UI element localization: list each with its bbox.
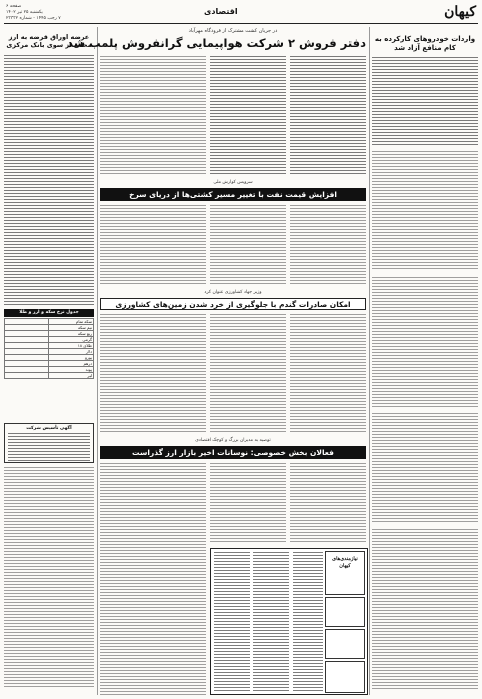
top-story-kicker: در جریان کشت مشترک از فرودگاه مهرآباد [188, 28, 278, 34]
ad-box [325, 597, 365, 627]
wheat-story-headline: امکان صادرات گندم با جلوگیری از خرد شدن زمین‌های کشاورزی [100, 298, 366, 310]
right-column-text-4 [372, 529, 478, 689]
oil-story-headline: افزایش قیمت نفت با تغییر مسیر کشتی‌ها از دریای سرخ [100, 188, 366, 201]
header-rule [4, 23, 478, 24]
section-title: اقتصادی [204, 7, 238, 16]
wheat-story-col-1 [290, 314, 366, 434]
rates-table-box [4, 309, 94, 417]
right-column-text-3 [372, 413, 478, 523]
issue-line: ۷ رجب ۱۴۴۵ - شماره ۲۳۳۳۲ [6, 16, 61, 21]
rates-table [4, 318, 94, 379]
rate-label: لیر [49, 373, 94, 379]
private-story-col-2 [210, 463, 286, 543]
oil-story-col-2 [210, 205, 286, 285]
ad-box [325, 629, 365, 659]
wheat-story-kicker: وزیر جهاد کشاورزی عنوان کرد [204, 290, 262, 295]
right-story-body [372, 57, 478, 147]
private-story-col-3 [100, 463, 206, 695]
right-column-text-1 [372, 151, 478, 271]
rate-row [5, 373, 94, 379]
ad-box [325, 661, 365, 693]
oil-story-kicker: سرویس کوارش ملی [213, 180, 253, 185]
rate-label: ربع سکه [49, 331, 94, 337]
masthead [4, 4, 478, 22]
ads-column-3 [214, 552, 250, 692]
top-story-col-2 [210, 56, 286, 176]
left-column [4, 27, 94, 695]
ads-header [325, 551, 365, 595]
date-line: یکشنبه ۲۵ تیر ۱۴۰۲ [6, 10, 43, 15]
newspaper-logo: کیهان [444, 4, 476, 20]
classified-ads [210, 548, 368, 695]
left-story-headline: عرضه اوراق قرضه به ارز محلی از سوی بانک مرکزی [6, 33, 92, 49]
top-story-headline: دفتر فروش ۲ شرکت هواپیمایی گرانفروش پلمب شد [67, 36, 366, 50]
left-column-text [4, 467, 94, 687]
rate-label: طلای ۱۸ [49, 343, 94, 349]
ads-title: نیازمندی‌های کیهان [332, 556, 358, 569]
notice-title: آگهی تأسیس شرکت [26, 426, 72, 431]
rate-value [5, 373, 49, 379]
oil-story-col-1 [290, 205, 366, 285]
rate-label: دلار [49, 349, 94, 355]
ads-column-2 [253, 552, 289, 692]
wheat-story-col-2 [210, 314, 286, 434]
ads-column-1 [293, 552, 323, 692]
page-number: صفحه ۶ [6, 4, 22, 9]
column-divider [369, 27, 370, 695]
notice-body [8, 433, 90, 461]
oil-story-col-3 [100, 205, 206, 285]
column-divider [97, 27, 98, 695]
right-story-headline: واردات خودروهای کارکرده به کام منافع آزاد شد [374, 35, 476, 52]
rate-label: پوند [49, 367, 94, 373]
right-column-text-2 [372, 277, 478, 407]
top-story-col-1 [290, 56, 366, 176]
notice-box [4, 423, 94, 463]
top-story-col-3 [100, 56, 206, 176]
rate-label: یورو [49, 355, 94, 361]
rate-label: سکه تمام [49, 319, 94, 325]
rates-table-title: جدول نرخ سکه و ارز و طلا [4, 309, 94, 317]
rate-label: درهم [49, 361, 94, 367]
wheat-story-col-3 [100, 314, 206, 434]
right-column [372, 27, 478, 695]
left-story-body [4, 55, 94, 305]
rate-label: نیم سکه [49, 325, 94, 331]
rate-label: گرمی [49, 337, 94, 343]
private-story-headline: فعالان بخش خصوصی: نوسانات اخیر بازار ارز گذراست [100, 446, 366, 459]
private-story-col-1 [290, 463, 366, 543]
private-story-kicker: توصیه به مدیران بزرگ و کوچک اقتصادی [195, 438, 271, 443]
